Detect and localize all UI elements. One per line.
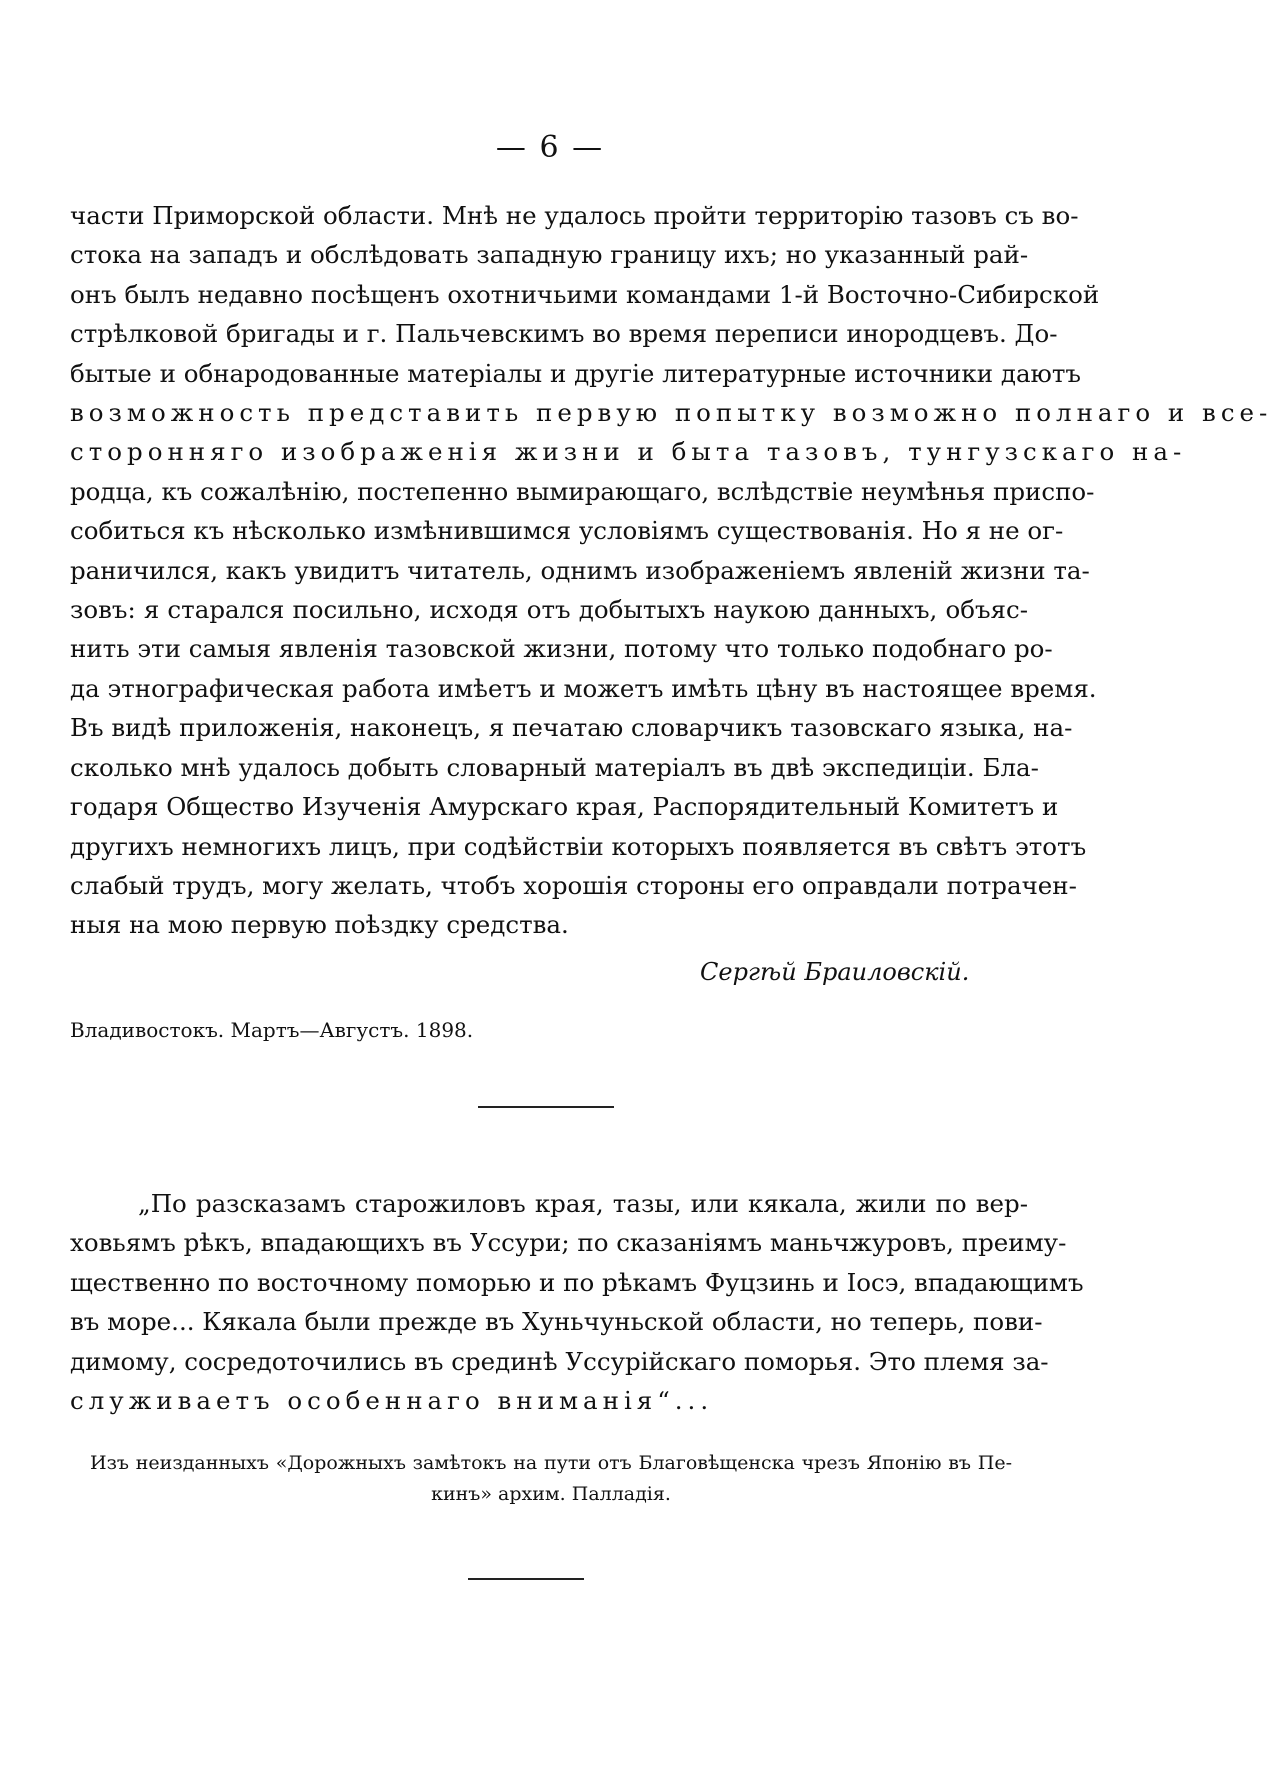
- place-and-date: Владивостокъ. Мартъ—Августъ. 1898.: [70, 1018, 474, 1042]
- text-line: собиться къ нѣсколько измѣнившимся условіямъ существованія. Но я не ог-: [70, 516, 1064, 546]
- text-line: стрѣлковой бригады и г. Пальчевскимъ во время переписи инородцевъ. До-: [70, 319, 1058, 349]
- quote-source: [90, 1448, 1012, 1510]
- quote-line: въ море... Кякала были прежде въ Хуньчуньской области, но теперь, пови-: [70, 1307, 1043, 1337]
- author-signature: Сергѣй Браиловскій.: [700, 958, 970, 986]
- text-line: да этнографическая работа имѣетъ и можетъ имѣть цѣну въ настоящее время.: [70, 673, 1097, 703]
- text-line: бытые и обнародованные матеріалы и другіе литературные источники даютъ: [70, 358, 1082, 388]
- quote-line: служиваетъ особеннаго вниманія“...: [70, 1386, 714, 1416]
- quote-line: димому, сосредоточились въ срединѣ Уссурійскаго поморья. Это племя за-: [70, 1346, 1049, 1376]
- body-paragraph: [70, 196, 1272, 945]
- quote-line: щественно по восточному поморью и по рѣкамъ Фуцзинь и Іосэ, впадающимъ: [70, 1267, 1084, 1297]
- text-line: годаря Общество Изученія Амурскаго края, Распорядительный Комитетъ и: [70, 792, 1059, 822]
- text-line: другихъ немногихъ лицъ, при содѣйствіи которыхъ появляется въ свѣтъ этотъ: [70, 831, 1087, 861]
- text-line: стока на западъ и обслѣдовать западную границу ихъ; но указанный рай-: [70, 240, 1029, 270]
- source-line: Изъ неизданныхъ «Дорожныхъ замѣтокъ на пути отъ Благовѣщенска чрезъ Японію въ Пе-: [90, 1452, 1012, 1474]
- text-line: Въ видѣ приложенія, наконецъ, я печатаю словарчикъ тазовскаго языка, на-: [70, 713, 1073, 743]
- text-line: слабый трудъ, могу желать, чтобъ хорошія стороны его оправдали потрачен-: [70, 870, 1077, 900]
- quote-line: „По разсказамъ старожиловъ края, тазы, или кякала, жили по вер-: [138, 1189, 1028, 1218]
- text-line: сколько мнѣ удалось добыть словарный матеріалъ въ двѣ экспедиціи. Бла-: [70, 752, 1039, 782]
- text-line: раничился, какъ увидитъ читатель, однимъ изображеніемъ явленій жизни та-: [70, 555, 1090, 585]
- text-line: онъ былъ недавно посѣщенъ охотничьими командами 1-й Восточно-Сибирской: [70, 279, 1100, 309]
- text-line: нить эти самыя явленія тазовской жизни, потому что только подобнаго ро-: [70, 634, 1053, 664]
- source-line: кинъ» архим. Палладія.: [431, 1483, 671, 1505]
- page-number: — 6 —: [495, 130, 605, 165]
- end-divider: [468, 1578, 584, 1580]
- text-line: части Приморской области. Мнѣ не удалось пройти территорію тазовъ съ во-: [70, 201, 1079, 230]
- epigraph-quote: [70, 1184, 1084, 1420]
- quote-line: ховьямъ рѣкъ, впадающихъ въ Уссури; по сказаніямъ маньчжуровъ, преиму-: [70, 1228, 1067, 1258]
- text-line: возможность представить первую попытку возможно полнаго и все-: [70, 398, 1272, 428]
- text-line: ныя на мою первую поѣздку средства.: [70, 910, 569, 940]
- text-line: родца, къ сожалѣнію, постепенно вымирающаго, вслѣдствіе неумѣнья приспо-: [70, 476, 1095, 506]
- text-line: сторонняго изображенія жизни и быта тазовъ, тунгузскаго на-: [70, 437, 1187, 467]
- text-line: зовъ: я старался посильно, исходя отъ добытыхъ наукою данныхъ, объяс-: [70, 595, 1028, 625]
- section-divider: [478, 1106, 614, 1108]
